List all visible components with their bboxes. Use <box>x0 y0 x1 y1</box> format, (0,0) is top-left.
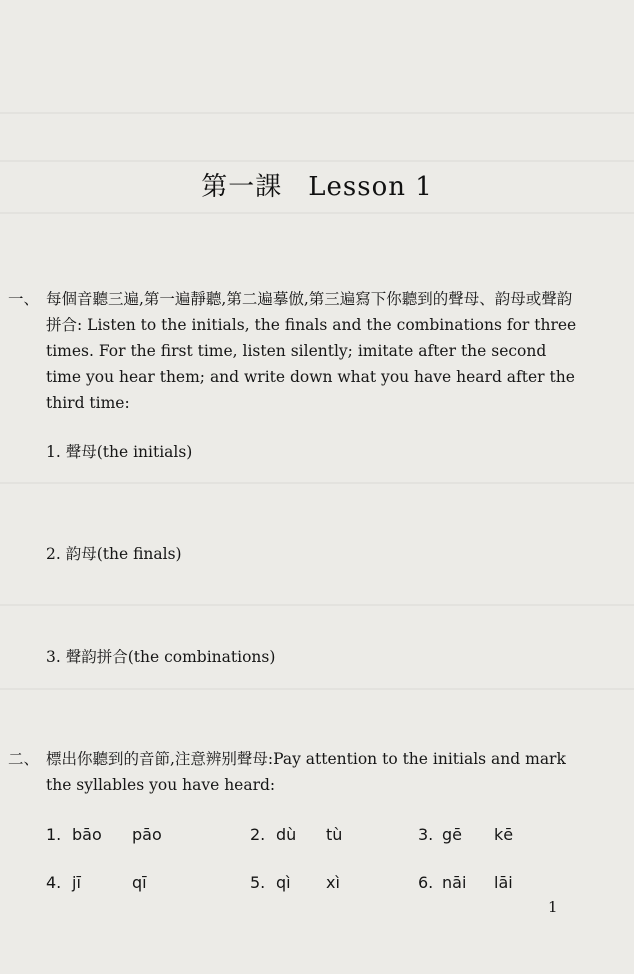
lesson-title <box>0 166 634 203</box>
item-number: 2. <box>250 825 266 844</box>
bleed-through-line <box>0 482 634 484</box>
section-number: 二、 <box>8 750 40 768</box>
bleed-through-line <box>0 604 634 606</box>
syllable-option: nāi <box>442 873 467 892</box>
item-number: 5. <box>250 873 266 892</box>
syllable-option: pāo <box>132 825 162 844</box>
item-number: 4. <box>46 873 62 892</box>
bleed-through-line <box>0 160 634 162</box>
syllable-option: dù <box>276 825 297 844</box>
syllable-option: jī <box>72 873 81 892</box>
syllable-row <box>0 825 634 851</box>
section-2-instruction <box>8 746 578 800</box>
syllable-option: bāo <box>72 825 102 844</box>
instruction-text: 每個音聽三遍,第一遍靜聽,第二遍摹倣,第三遍寫下你聽到的聲母、韵母或聲韵拼合: Listen to the initials, the finals and the combinations for three times. For the first time, listen silently; imitate after the second time you hear them; and write down what you have heard after the third time: <box>46 290 577 412</box>
lesson-title-english: Lesson 1 <box>308 172 433 202</box>
bleed-through-line <box>0 688 634 690</box>
bleed-through-line <box>0 112 634 114</box>
item-number: 1. <box>46 825 62 844</box>
item-number: 6. <box>418 873 434 892</box>
section-1-instruction <box>8 286 578 416</box>
section-number: 一、 <box>8 290 40 308</box>
syllable-option: qì <box>276 873 291 892</box>
exercise-item-finals: 2. 韵母(the finals) <box>46 545 182 563</box>
lesson-title-chinese: 第一課 <box>201 172 283 202</box>
syllable-option: lāi <box>494 873 513 892</box>
syllable-option: gē <box>442 825 462 844</box>
syllable-option: tù <box>326 825 343 844</box>
exercise-item-combinations: 3. 聲韵拼合(the combinations) <box>46 648 276 666</box>
syllable-option: kē <box>494 825 514 844</box>
item-number: 3. <box>418 825 434 844</box>
page-number: 1 <box>548 898 558 916</box>
bleed-through-line <box>0 212 634 214</box>
exercise-item-initials: 1. 聲母(the initials) <box>46 443 193 461</box>
instruction-text: 標出你聽到的音節,注意辨别聲母:Pay attention to the initials and mark the syllables you have heard: <box>46 750 566 794</box>
syllable-option: qī <box>132 873 147 892</box>
syllable-row <box>0 873 634 899</box>
syllable-option: xì <box>326 873 340 892</box>
